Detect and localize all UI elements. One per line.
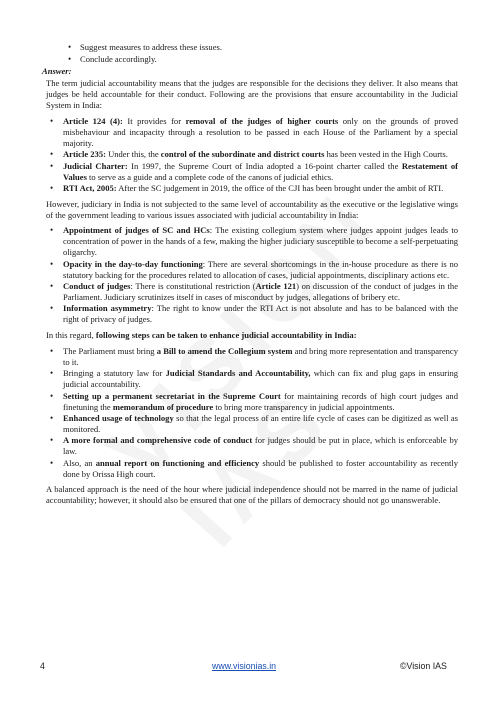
provision-item: • Article 235: Under this, the control of the subordinate and district courts has been vested in the High Courts. [46, 149, 458, 160]
step-item: • A more formal and comprehensive code of conduct for judges should be put in place, which is enforceable by law. [46, 435, 458, 457]
answer-heading: Answer: [42, 66, 72, 77]
page-content [42, 42, 459, 511]
issues-list [46, 225, 458, 325]
steps-intro-paragraph: In this regard, following steps can be taken to enhance judicial accountability in India: [46, 330, 357, 341]
issue-item: • Conduct of judges: There is constitutional restriction (Article 121) on discussion of the conduct of judges in the Parliament. Judiciary scrutinizes itself in cases of misconduct by judges, allegations of bribery etc. [46, 281, 458, 303]
step-item: • Bringing a statutory law for Judicial Standards and Accountability, which can fix and plug gaps in ensuring judicial accountability. [46, 368, 458, 390]
step-item: • Also, an annual report on functioning and efficiency should be published to foster accountability as recently done by Orissa High court. [46, 458, 458, 480]
steps-list [46, 346, 458, 480]
issues-intro-paragraph: However, judiciary in India is not subjected to the same level of accountability as the executive or the legislative wings of the government leading to various issues associated with judicial accountability in India: [46, 198, 458, 220]
intro-paragraph: The term judicial accountability means that the judges are responsible for the decisions they deliver. It also means that judges be held accountable for their conduct. Following are the provisions that ensure accountability in the Judicial System in India: [46, 78, 458, 111]
issue-item: • Opacity in the day-to-day functioning: There are several shortcomings in the in-house procedure as there is no statutory backing for the procedures related to allocation of cases, judicial appointments, disciplinary actions etc. [46, 259, 458, 281]
task-item: • Conclude accordingly. [32, 54, 458, 65]
issue-item: • Appointment of judges of SC and HCs: The existing collegium system where judges appoint judges leads to concentration of power in the hands of a few, making the higher judiciary susceptible to become a self-perpetuating oligarchy. [46, 225, 458, 258]
step-item: • The Parliament must bring a Bill to amend the Collegium system and bring more representation and transparency to it. [46, 346, 458, 368]
task-list [32, 42, 458, 64]
website-link[interactable]: www.visionias.in [212, 661, 277, 671]
task-item: • Suggest measures to address these issues. [32, 42, 458, 53]
step-item: • Setting up a permanent secretariat in the Supreme Court for maintaining records of high court judges and finetuning the memorandum of procedure to bring more transparency in judicial appointments. [46, 391, 458, 413]
provision-item: • Judicial Charter: In 1997, the Supreme Court of India adopted a 16-point charter called the Restatement of Values to serve as a guide and a complete code of the canons of judicial ethics. [46, 161, 458, 183]
provision-item: • Article 124 (4): It provides for removal of the judges of higher courts only on the grounds of proved misbehaviour and incapacity through a resolution to be passed in each House of the Parliament by a special majority. [46, 116, 458, 149]
provision-item: • RTI Act, 2005: After the SC judgement in 2019, the office of the CJI has been brought under the ambit of RTI. [46, 183, 458, 194]
step-item: • Enhanced usage of technology so that the legal process of an entire life cycle of cases can be digitized as well as monitored. [46, 413, 458, 435]
issue-item: • Information asymmetry: The right to know under the RTI Act is not absolute and has to be balanced with the right of privacy of judges. [46, 303, 458, 325]
conclusion-paragraph: A balanced approach is the need of the hour where judicial independence should not be marred in the name of judicial accountability; however, it should also be ensured that one of the pillars of democracy should not go unanswerable. [46, 484, 458, 506]
page-number: 4 [40, 661, 45, 671]
copyright-text: ©Vision IAS [400, 661, 447, 671]
provisions-list [46, 116, 458, 194]
page-footer [0, 661, 500, 675]
